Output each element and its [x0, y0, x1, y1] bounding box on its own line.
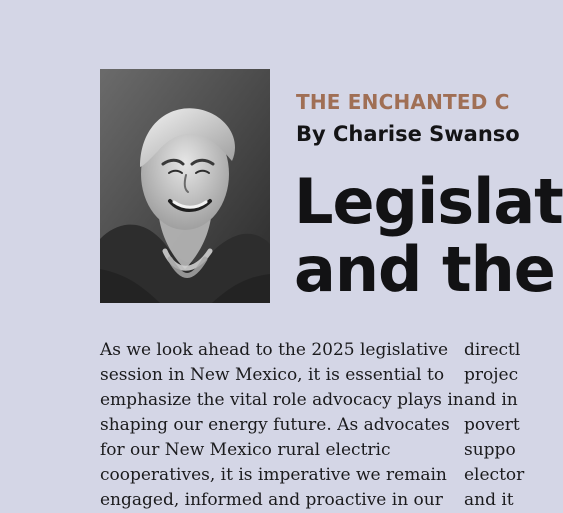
body-line: povert: [464, 415, 520, 435]
headline: [294, 165, 563, 306]
body-line: and it: [464, 490, 514, 510]
headline-line-1: Legislat: [294, 165, 563, 238]
body-line: projec: [464, 365, 519, 385]
body-column-left: [100, 338, 464, 513]
body-line: for our New Mexico rural electric: [100, 440, 391, 460]
body-line: cooperatives, it is imperative we remain: [100, 465, 447, 485]
body-column-right: [464, 338, 525, 513]
body-line: As we look ahead to the 2025 legislative: [100, 340, 449, 360]
body-line: elector: [464, 465, 525, 485]
section-kicker: THE ENCHANTED C: [296, 90, 510, 114]
body-line: and in: [464, 390, 518, 410]
body-line: suppo: [464, 440, 516, 460]
body-line: emphasize the vital role advocacy plays in: [100, 390, 464, 410]
body-line: directl: [464, 340, 521, 360]
author-byline: By Charise Swanso: [296, 122, 520, 146]
headline-line-2: and the: [294, 233, 555, 306]
author-photo: [100, 69, 270, 303]
body-line: shaping our energy future. As advocates: [100, 415, 450, 435]
body-line: engaged, informed and proactive in our: [100, 490, 443, 510]
body-line: session in New Mexico, it is essential to: [100, 365, 445, 385]
